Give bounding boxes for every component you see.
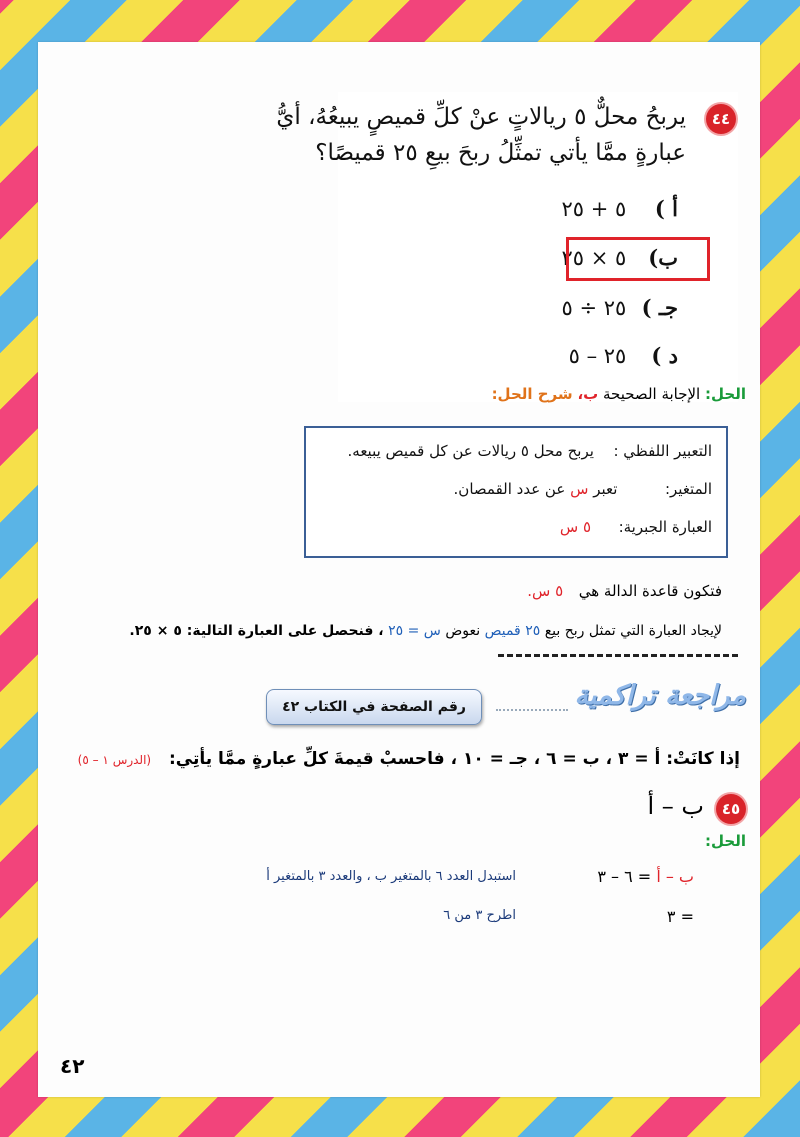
solution-label: الحل:: [705, 385, 746, 403]
variable-row: [454, 480, 712, 498]
solution-answer: ب،: [577, 385, 599, 403]
solution-text: الإجابة الصحيحة: [603, 385, 701, 403]
variable-pre: تعبر: [593, 480, 618, 498]
sub-value: س = ٢٥: [388, 623, 441, 639]
option-d-expr: ٢٥ – ٥: [568, 344, 627, 368]
explanation-box: [304, 426, 728, 558]
option-d-letter: د ): [651, 343, 678, 368]
variable-symbol: س: [570, 480, 589, 498]
sub-shirts: ٢٥ قميص: [484, 623, 541, 639]
step-1-rhs: = ٦ – ٣: [597, 867, 652, 886]
option-c-expr: ٢٥ ÷ ٥: [561, 296, 627, 320]
option-a-letter: أ ): [654, 196, 678, 221]
sub-text-3: ، فنحصل على العبارة التالية: ٥ × ٢٥.: [129, 623, 384, 639]
sub-text-1: لإيجاد العبارة التي تمثل ربح بيع: [544, 623, 722, 639]
question-45-expression: ب – أ: [647, 792, 704, 820]
option-c-letter: جـ ): [641, 295, 678, 320]
algebraic-label: العبارة الجبرية:: [618, 518, 712, 536]
question-45-badge: ٤٥: [716, 794, 746, 824]
section-divider: [498, 654, 738, 657]
step-1-note: استبدل العدد ٦ بالمتغير ب ، والعدد ٣ بالمتغير أ: [266, 869, 516, 884]
verbal-expression-row: [348, 442, 712, 460]
given-text: إذا كانَتْ: أ = ٣ ، ب = ٦ ، جـ = ١٠ ، فاحسبْ قيمةَ كلِّ عبارةٍ ممَّا يأتِي:: [168, 749, 740, 769]
step-2-note: اطرح ٣ من ٦: [443, 908, 516, 923]
page-number: ٤٢: [60, 1054, 85, 1078]
verbal-value: يربح محل ٥ ريالات عن كل قميص يبيعه.: [347, 442, 594, 460]
question-text-line-2: عبارةٍ ممَّا يأتي تمثِّلُ ربحَ بيعِ ٢٥ قميصًا؟: [315, 140, 686, 166]
rule-line: [527, 582, 722, 600]
algebraic-row: [560, 518, 712, 536]
review-title: مراجعة تراكمية: [574, 680, 746, 711]
variable-label: المتغير:: [664, 480, 712, 498]
solution-44-line: [492, 385, 746, 403]
variable-post: عن عدد القمصان.: [453, 480, 566, 498]
step-1-math: [597, 867, 694, 886]
question-45-solution-label: الحل:: [705, 832, 746, 850]
rule-text: فتكون قاعدة الدالة هي: [578, 582, 722, 600]
option-b-expr: ٥ × ٢٥: [561, 246, 627, 270]
lesson-reference: (الدرس ١ – ٥): [77, 753, 152, 767]
option-c: [562, 295, 678, 320]
verbal-label: التعبير اللفظي :: [613, 442, 712, 460]
correct-answer-highlight: [566, 237, 710, 281]
question-number-badge: ٤٤: [706, 104, 736, 134]
sub-text-2: نعوض: [445, 623, 481, 639]
page-reference-button[interactable]: رقم الصفحة في الكتاب ٤٢: [266, 689, 482, 725]
dotted-leader: [496, 709, 568, 711]
page-sheet: [38, 42, 760, 1097]
step-1-lhs: ب – أ: [656, 867, 694, 886]
solution-explain-label: شرح الحل:: [491, 385, 573, 403]
algebraic-value: ٥ س: [559, 518, 591, 536]
question-text-line-1: يربحُ محلٌّ ٥ ريالاتٍ عنْ كلِّ قميصٍ يبيعُهُ، أيُّ: [276, 104, 686, 130]
substitution-line: [129, 623, 722, 639]
option-a-expr: ٥ + ٢٥: [561, 197, 627, 221]
step-2-math: = ٣: [666, 907, 694, 926]
option-a: [562, 196, 678, 221]
given-values-line: [78, 749, 740, 769]
option-d: [569, 343, 678, 368]
option-b-letter: ب): [648, 245, 678, 270]
rule-value: ٥ س.: [527, 582, 564, 600]
